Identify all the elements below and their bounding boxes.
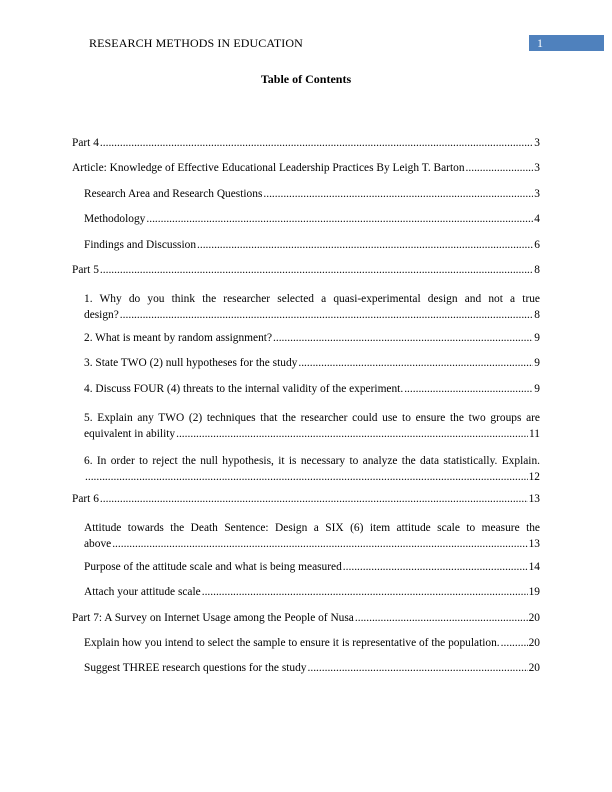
toc-entry-text: design? <box>84 309 119 322</box>
toc-entry-page: 9 <box>534 357 540 370</box>
toc-entry-text-line1: 6. In order to reject the null hypothesis, it is necessary to analyze the data statistically. Explain. <box>84 454 540 467</box>
dot-leader <box>202 586 528 599</box>
toc-entry[interactable] <box>72 518 540 551</box>
toc-entry[interactable] <box>72 264 540 289</box>
toc-entry[interactable] <box>72 662 540 687</box>
toc-entry[interactable] <box>72 612 540 637</box>
toc-entry[interactable] <box>72 451 540 484</box>
toc-entry-text: equivalent in ability <box>84 428 176 441</box>
toc-title: Table of Contents <box>260 72 352 86</box>
toc-entry[interactable] <box>72 383 540 408</box>
toc-entry-text-line1: 1. Why do you think the researcher selected a quasi-experimental design and not a true <box>84 293 540 306</box>
toc-entry-text: Purpose of the attitude scale and what is being measured <box>84 560 342 573</box>
dot-leader <box>263 188 533 201</box>
dot-leader <box>85 471 528 484</box>
toc-entry[interactable] <box>72 408 540 441</box>
toc-entry-text: 4. Discuss FOUR (4) threats to the internal validity of the experiment. <box>84 382 404 395</box>
toc-entry[interactable] <box>72 493 540 518</box>
dot-leader <box>112 538 527 551</box>
toc-entry-page: 9 <box>534 331 540 344</box>
toc-entry-text: Part 4 <box>72 137 99 149</box>
toc-entry-page: 19 <box>528 586 540 599</box>
toc-entry-text: above <box>84 538 112 551</box>
toc-entry-text-line1: 5. Explain any TWO (2) techniques that the researcher could use to ensure the two groups are <box>84 412 540 425</box>
dot-leader <box>355 612 528 625</box>
toc-entry-page: 8 <box>534 263 540 276</box>
dot-leader <box>273 332 533 345</box>
toc-entry-text: Suggest THREE research questions for the study <box>84 662 307 675</box>
toc-entry-page: 9 <box>534 382 540 395</box>
toc-entry[interactable] <box>72 586 540 611</box>
dot-leader <box>197 239 533 252</box>
toc-entry-page: 13 <box>528 493 540 506</box>
dot-leader <box>176 428 528 441</box>
dot-leader <box>146 213 533 226</box>
toc-entry-text: Article: Knowledge of Effective Educational Leadership Practices By Leigh T. Barton <box>72 162 465 175</box>
table-of-contents <box>72 137 540 688</box>
toc-entry-text: Part 6 <box>72 493 99 506</box>
dot-leader <box>298 357 533 370</box>
toc-entry-page: 6 <box>534 238 540 251</box>
toc-entry-page: 20 <box>528 637 540 650</box>
dot-leader <box>404 383 533 396</box>
toc-entry-page: 3 <box>534 187 540 200</box>
toc-entry-text: Explain how you intend to select the sample to ensure it is representative of the population. <box>84 637 500 650</box>
dot-leader <box>501 637 528 650</box>
toc-entry[interactable] <box>72 289 540 322</box>
toc-entry-text: Attach your attitude scale <box>84 586 201 599</box>
toc-entry[interactable] <box>72 137 540 162</box>
toc-entry-text: Part 7: A Survey on Internet Usage among the People of Nusa <box>72 611 354 624</box>
toc-entry[interactable] <box>72 213 540 238</box>
toc-entry[interactable] <box>72 162 540 187</box>
toc-entry-text-line1: Attitude towards the Death Sentence: Design a SIX (6) item attitude scale to measure the <box>84 522 540 535</box>
toc-entry-text: 3. State TWO (2) null hypotheses for the study <box>84 357 298 370</box>
toc-entry-page: 20 <box>528 662 540 675</box>
toc-entry-page: 8 <box>534 309 540 322</box>
dot-leader <box>100 493 528 506</box>
dot-leader <box>343 561 528 574</box>
toc-entry[interactable] <box>72 188 540 213</box>
toc-entry-page: 3 <box>534 137 540 149</box>
toc-entry-page: 14 <box>528 560 540 573</box>
toc-entry[interactable] <box>72 332 540 357</box>
toc-entry-page: 12 <box>528 470 540 483</box>
toc-entry-page: 3 <box>534 162 540 175</box>
dot-leader <box>100 264 533 277</box>
page-number-badge <box>529 35 604 51</box>
toc-entry[interactable] <box>72 239 540 264</box>
toc-entry-text: Methodology <box>84 213 146 226</box>
toc-entry-text: 2. What is meant by random assignment? <box>84 331 273 344</box>
toc-entry[interactable] <box>72 637 540 662</box>
toc-entry-page: 11 <box>529 428 540 441</box>
running-title: RESEARCH METHODS IN EDUCATION <box>89 36 303 50</box>
dot-leader <box>308 662 528 675</box>
toc-entry-page: 4 <box>534 213 540 226</box>
dot-leader <box>100 137 533 150</box>
toc-entry[interactable] <box>72 357 540 382</box>
toc-entry[interactable] <box>72 561 540 586</box>
toc-entry-text: Part 5 <box>72 263 99 276</box>
dot-leader <box>466 162 534 175</box>
toc-entry-page: 20 <box>528 611 540 624</box>
toc-entry-text: Research Area and Research Questions <box>84 187 263 200</box>
page-number: 1 <box>537 36 543 50</box>
toc-entry-page: 13 <box>528 538 540 551</box>
toc-entry-text: Findings and Discussion <box>84 238 197 251</box>
dot-leader <box>120 309 534 322</box>
